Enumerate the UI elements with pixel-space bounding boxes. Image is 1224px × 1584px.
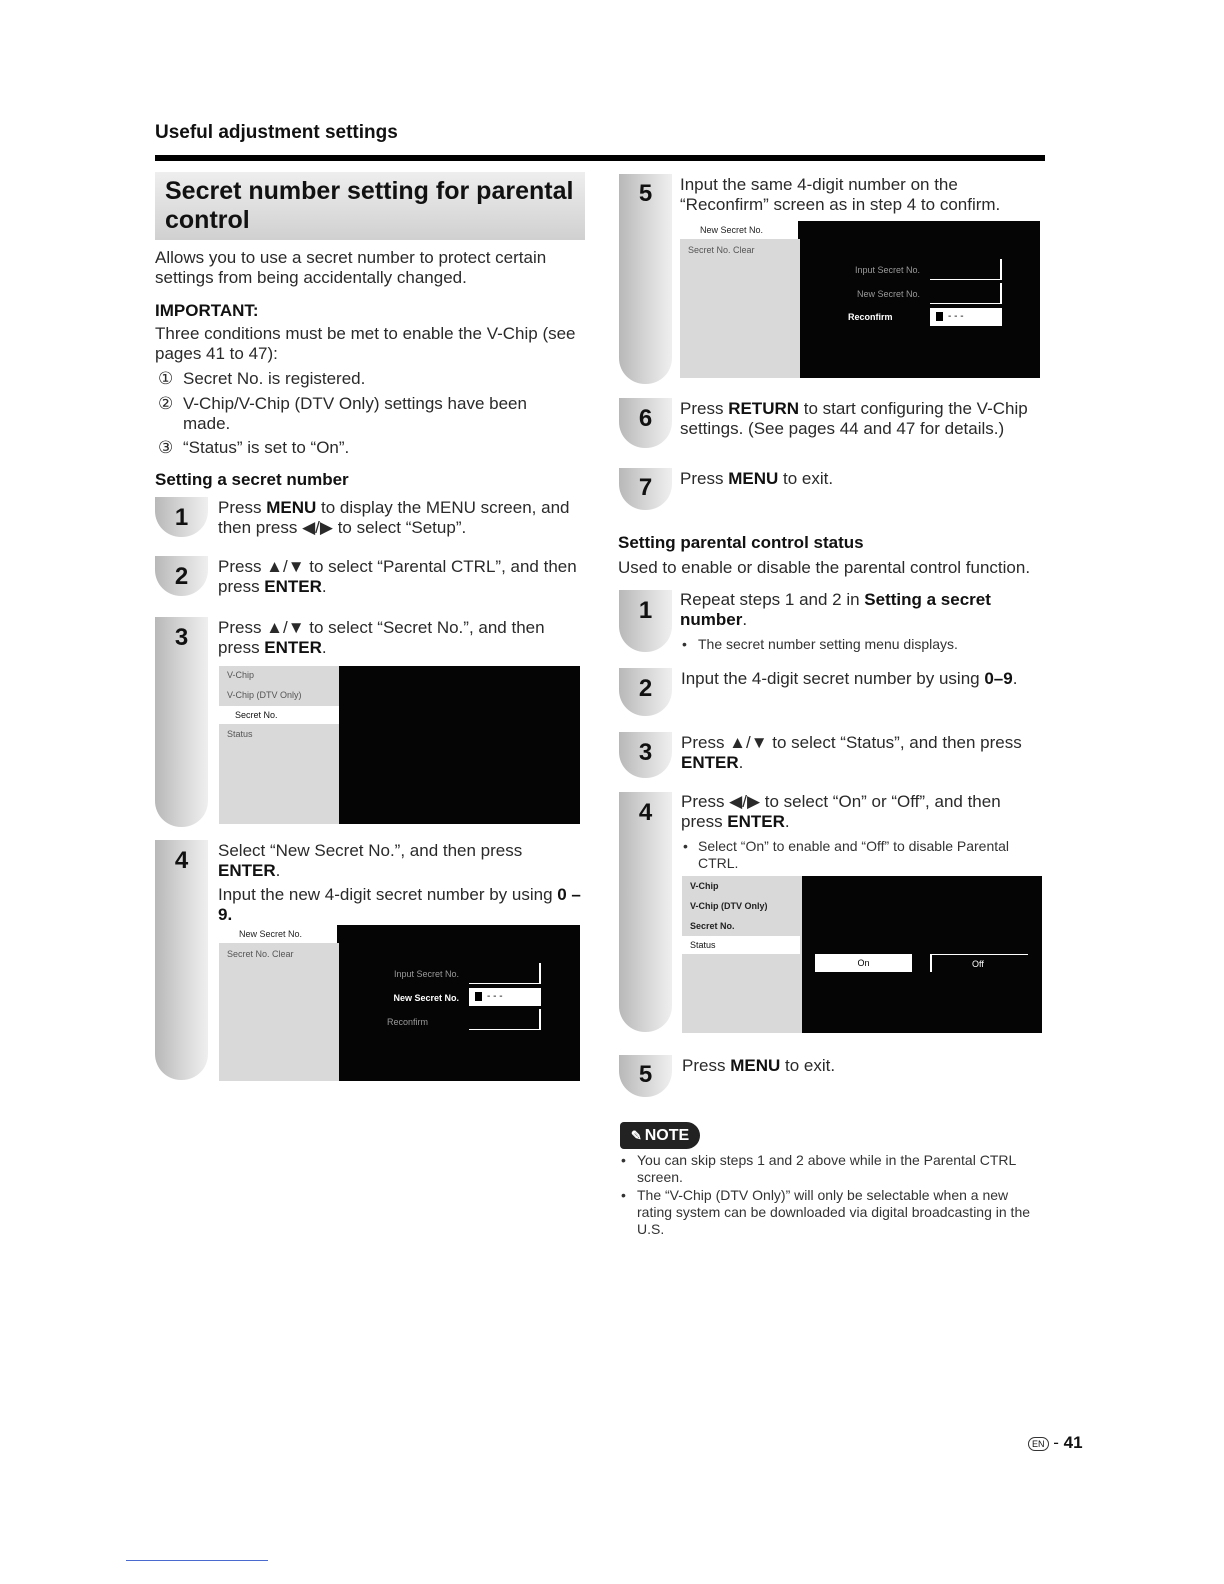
bullet-dot: • [621, 1187, 626, 1203]
menu-panel [680, 239, 800, 378]
step-number: 4 [638, 799, 653, 826]
tab-new-secret-no: New Secret No. [680, 221, 798, 239]
step-number: 6 [638, 405, 653, 432]
parental-step-4-text: Press ◀/▶ to select “On” or “Off”, and then press ENTER. [681, 792, 1001, 831]
step-4-text: Select “New Secret No.”, and then press ENTER. [218, 841, 523, 880]
header-rule [155, 155, 1045, 161]
page-title: Secret number setting for parental control [165, 177, 574, 234]
option-on: On [815, 954, 912, 972]
menu-item-v-chip-dtv: V-Chip (DTV Only) [690, 901, 768, 911]
step-number: 2 [638, 675, 653, 702]
step-4-instruction: Input the new 4-digit secret number by using 0 –9. [218, 885, 581, 924]
condition-2-text: V-Chip/V-Chip (DTV Only) settings have been made. [183, 394, 527, 433]
important-heading: IMPORTANT: [155, 301, 259, 320]
step-7-text: Press MENU to exit. [680, 469, 834, 488]
menu-item-secret-no: Secret No. [219, 706, 339, 724]
condition-3-number: ③ [158, 438, 174, 457]
menu-panel [219, 666, 339, 824]
bullet-dot: • [621, 1152, 626, 1168]
menu-item-secret-no: Secret No. [690, 921, 735, 931]
input-secret-no-field [469, 963, 541, 984]
secret-no-menu-screenshot [219, 666, 580, 824]
intro-text: Allows you to use a secret number to protect certain settings from being accidentally changed. [155, 248, 547, 287]
page-number-value: 41 [1063, 1433, 1083, 1452]
important-text: Three conditions must be met to enable the V-Chip (see pages 41 to 47): [155, 324, 576, 363]
bullet-dot: • [683, 838, 688, 854]
step-number: 3 [638, 739, 653, 766]
field-label-input-secret-no: Input Secret No. [393, 969, 459, 979]
condition-1-number: ① [158, 369, 174, 388]
reconfirm-field [469, 1009, 541, 1030]
status-screenshot [682, 876, 1042, 1033]
step-marker [155, 840, 208, 1080]
bullet-dot: • [682, 636, 687, 652]
step-marker [619, 792, 672, 1032]
condition-3-text: “Status” is set to “On”. [183, 438, 350, 457]
reconfirm-screenshot [680, 221, 1040, 378]
language-badge: EN [1028, 1437, 1049, 1451]
option-off: Off [930, 954, 1028, 972]
menu-item-secret-no-clear: Secret No. Clear [227, 949, 294, 959]
condition-1-text: Secret No. is registered. [183, 369, 366, 388]
menu-item-v-chip: V-Chip [690, 881, 719, 891]
footer-line [126, 1560, 268, 1561]
input-secret-no-field [930, 259, 1002, 280]
page-number: EN - 41 [1028, 1433, 1083, 1453]
menu-panel [219, 943, 339, 1081]
tab-new-secret-no: New Secret No. [219, 925, 337, 943]
parental-step-3-text: Press ▲/▼ to select “Status”, and then press ENTER. [681, 733, 1022, 772]
section-header: Useful adjustment settings [155, 122, 398, 143]
step-5-text: Input the same 4-digit number on the “Reconfirm” screen as in step 4 to confirm. [680, 175, 1001, 214]
new-secret-no-field [930, 283, 1002, 304]
new-secret-no-field: - - - [469, 988, 541, 1006]
note-item-1: You can skip steps 1 and 2 above while in the Parental CTRL screen. [637, 1152, 1016, 1185]
step-number: 4 [174, 847, 189, 874]
parental-step-1-text: Repeat steps 1 and 2 in Setting a secret number. [680, 590, 991, 629]
note-badge: ✎ NOTE [620, 1122, 700, 1149]
parental-step-2-text: Input the 4-digit secret number by using 0–9. [681, 669, 1018, 688]
field-label-new-secret-no: New Secret No. [856, 289, 920, 299]
new-secret-no-screenshot [219, 925, 580, 1081]
step-1-text: Press MENU to display the MENU screen, and then press ◀/▶ to select “Setup”. [218, 498, 570, 537]
note-item-2: The “V-Chip (DTV Only)” will only be selectable when a new rating system can be downloaded via digital broadcasting in the U.S. [637, 1187, 1031, 1237]
step-number: 7 [638, 474, 653, 501]
step-number: 5 [638, 1061, 653, 1088]
step-number: 2 [174, 563, 189, 590]
parental-heading: Setting parental control status [618, 533, 864, 552]
field-label-reconfirm: Reconfirm [387, 1017, 429, 1027]
step-number: 5 [638, 180, 653, 207]
parental-step-1-bullet: The secret number setting menu displays. [698, 636, 958, 652]
step-2-text: Press ▲/▼ to select “Parental CTRL”, and then press ENTER. [218, 557, 577, 596]
reconfirm-field: - - - [930, 308, 1002, 326]
menu-item-status: Status [682, 936, 800, 954]
field-label-reconfirm: Reconfirm [848, 312, 893, 322]
setting-secret-heading: Setting a secret number [155, 470, 349, 489]
parental-step-5-text: Press MENU to exit. [682, 1056, 836, 1075]
field-label-input-secret-no: Input Secret No. [854, 265, 920, 275]
pencil-icon: ✎ [630, 1128, 642, 1143]
field-label-new-secret-no: New Secret No. [393, 993, 459, 1003]
parental-intro: Used to enable or disable the parental control function. [618, 558, 1031, 577]
parental-step-4-bullet: Select “On” to enable and “Off” to disable Parental CTRL. [698, 838, 1010, 871]
menu-item-secret-no-clear: Secret No. Clear [688, 245, 755, 255]
menu-item-status: Status [227, 729, 253, 739]
step-number: 1 [174, 504, 189, 531]
menu-panel [682, 876, 802, 1033]
step-number: 3 [174, 624, 189, 651]
step-number: 1 [638, 597, 653, 624]
step-6-text: Press RETURN to start configuring the V-Chip settings. (See pages 44 and 47 for details.) [680, 399, 1028, 438]
condition-2-number: ② [158, 394, 174, 413]
menu-item-v-chip: V-Chip [227, 670, 255, 680]
step-3-text: Press ▲/▼ to select “Secret No.”, and then press ENTER. [218, 618, 545, 657]
menu-item-v-chip-dtv: V-Chip (DTV Only) [227, 690, 302, 700]
